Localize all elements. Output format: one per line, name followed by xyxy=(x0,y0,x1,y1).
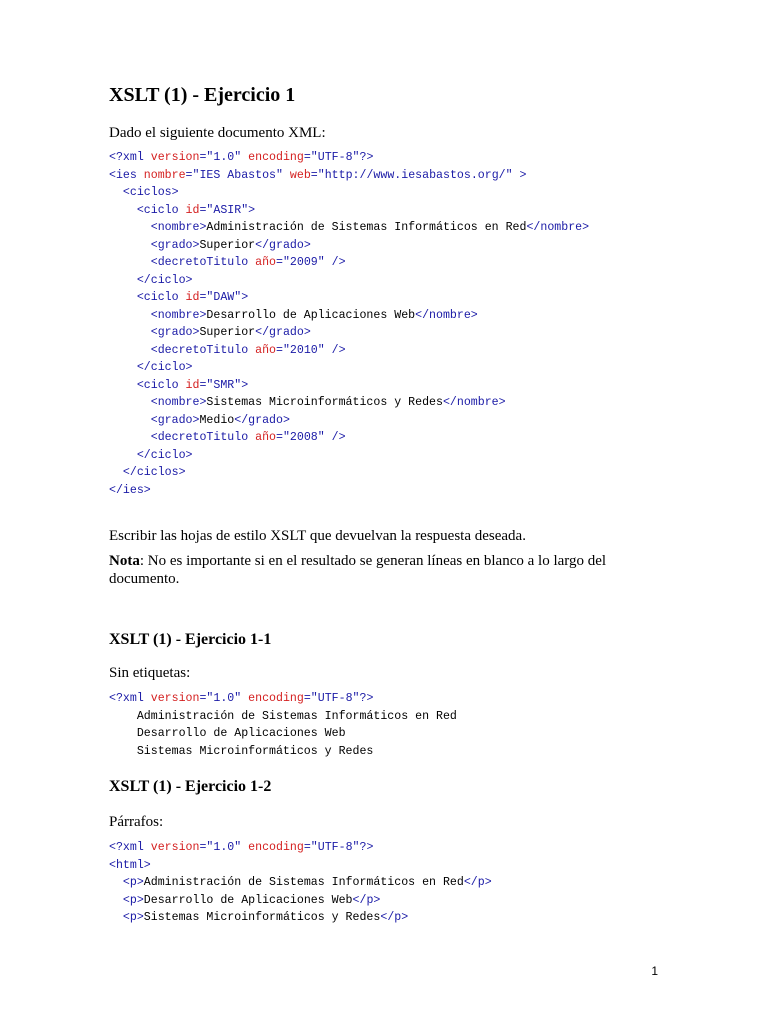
code-line: </ies> xyxy=(109,483,151,497)
code-line: </ciclos> xyxy=(109,466,186,479)
code-line: <?xml version="1.0" encoding="UTF-8"?> xyxy=(109,151,374,164)
page-title: XSLT (1) - Ejercicio 1 xyxy=(109,84,296,106)
code-line: <grado>Superior</grado> xyxy=(109,238,311,252)
section-1-subtitle: Sin etiquetas: xyxy=(109,665,191,681)
code-line: <nombre>Sistemas Microinformáticos y Redes</nombre> xyxy=(109,396,506,409)
code-line: <nombre>Administración de Sistemas Informáticos en Red</nombre> xyxy=(109,221,590,234)
code-line: <ciclos> xyxy=(109,186,179,199)
page-number: 1 xyxy=(651,964,658,978)
intro-text: Dado el siguiente documento XML: xyxy=(109,125,326,141)
code-line: Administración de Sistemas Informáticos en Red xyxy=(109,709,457,723)
code-line: <grado>Superior</grado> xyxy=(109,326,311,339)
code-line: Desarrollo de Aplicaciones Web xyxy=(109,727,346,740)
code-line: <?xml version="1.0" encoding="UTF-8"?> xyxy=(109,692,374,705)
code-line: </ciclo> xyxy=(109,361,193,374)
code-line: <html> xyxy=(109,858,151,872)
section-2-title: XSLT (1) - Ejercicio 1-2 xyxy=(109,778,272,795)
xml-source-code xyxy=(109,149,589,499)
code-line: <ciclo id="ASIR"> xyxy=(109,203,256,217)
section-1-title: XSLT (1) - Ejercicio 1-1 xyxy=(109,631,272,648)
code-line: <ies nombre="IES Abastos" web="http://www.iesabastos.org/" > xyxy=(109,168,527,182)
section-1-code xyxy=(109,690,457,760)
note-label: Nota xyxy=(109,553,140,569)
code-line: <decretoTitulo año="2009" /> xyxy=(109,256,346,269)
code-line: <p>Administración de Sistemas Informáticos en Red</p> xyxy=(109,876,492,889)
code-line: Sistemas Microinformáticos y Redes xyxy=(109,744,374,758)
section-2-subtitle: Párrafos: xyxy=(109,814,164,830)
code-line: <grado>Medio</grado> xyxy=(109,413,290,427)
note-paragraph xyxy=(109,552,649,588)
code-line: <p>Sistemas Microinformáticos y Redes</p> xyxy=(109,911,409,924)
code-line: <?xml version="1.0" encoding="UTF-8"?> xyxy=(109,841,374,854)
code-line: </ciclo> xyxy=(109,273,193,287)
code-line: <ciclo id="SMR"> xyxy=(109,378,249,392)
code-line: <p>Desarrollo de Aplicaciones Web</p> xyxy=(109,893,381,907)
code-line: <ciclo id="DAW"> xyxy=(109,291,249,304)
instructions-text: Escribir las hojas de estilo XSLT que devuelvan la respuesta deseada. xyxy=(109,528,526,544)
note-text: : No es importante si en el resultado se generan líneas en blanco a lo largo del documento. xyxy=(109,553,607,587)
code-line: </ciclo> xyxy=(109,448,193,462)
code-line: <decretoTitulo año="2010" /> xyxy=(109,343,346,357)
code-line: <nombre>Desarrollo de Aplicaciones Web</nombre> xyxy=(109,308,478,322)
code-line: <decretoTitulo año="2008" /> xyxy=(109,431,346,444)
section-2-code xyxy=(109,839,492,927)
